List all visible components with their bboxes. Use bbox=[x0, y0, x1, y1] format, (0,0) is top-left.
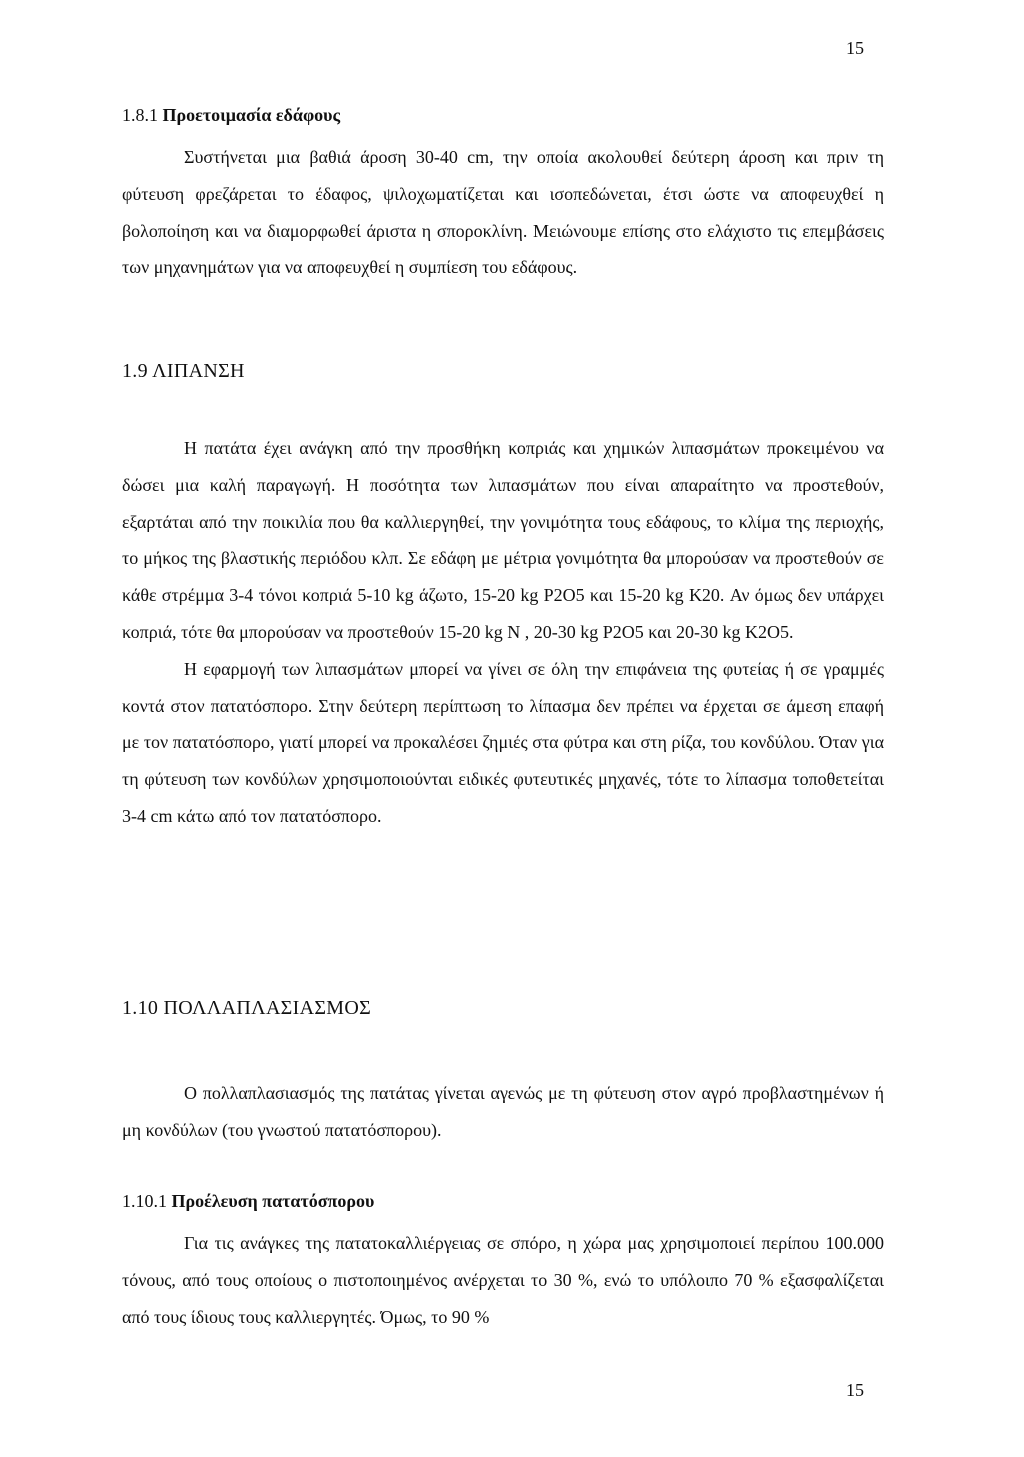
section-1-10 bbox=[122, 993, 884, 1149]
section-number: 1.10.1 bbox=[122, 1191, 167, 1211]
section-number: 1.8.1 bbox=[122, 105, 158, 125]
section-1-10-1 bbox=[122, 1186, 884, 1335]
paragraph: Συστήνεται μια βαθιά άροση 30-40 cm, την οποία ακολουθεί δεύτερη άροση και πριν τη φύτευση φρεζάρεται το έδαφος, ψιλοχωματίζεται και ισοπεδώνεται, έτσι ώστε να αποφευχθεί η βολοποίηση και να διαμορφωθεί άριστα η σποροκλίνη. Μειώνουμε επίσης στο ελάχιστο τις επεμβάσεις των μηχανημάτων για να αποφευχθεί η συμπίεση του εδάφους. bbox=[122, 147, 884, 278]
section-title: Προετοιμασία εδάφους bbox=[162, 105, 341, 125]
paragraph: Η εφαρμογή των λιπασμάτων μπορεί να γίνει σε όλη την επιφάνεια της φυτείας ή σε γραμμές κοντά στον πατατόσπορο. Στην δεύτερη περίπτωση το λίπασμα δεν πρέπει να έρχεται σε άμεση επαφή με τον πατατόσπορο, γιατί μπορεί να προκαλέσει ζημιές στα φύτρα και στη ρίζα, του κονδύλου. Όταν για τη φύτευση των κονδύλων χρησιμοποιούνται ειδικές φυτευτικές μηχανές, τότε το λίπασμα τοποθετείται 3-4 cm κάτω από τον πατατόσπορο. bbox=[122, 658, 884, 826]
section-title: ΠΟΛΛΑΠΛΑΣΙΑΣΜΟΣ bbox=[163, 997, 372, 1019]
page-number-top: 15 bbox=[846, 38, 864, 58]
paragraph: Ο πολλαπλασιασμός της πατάτας γίνεται αγενώς με τη φύτευση στον αγρό προβλαστημένων ή μη κονδύλων (του γνωστού πατατόσπορου). bbox=[122, 1083, 884, 1140]
section-heading bbox=[122, 993, 884, 1023]
section-heading bbox=[122, 1186, 884, 1216]
section-number: 1.9 bbox=[122, 360, 148, 382]
section-title: Προέλευση πατατόσπορου bbox=[171, 1191, 375, 1211]
section-1-8-1 bbox=[122, 100, 884, 286]
section-1-9 bbox=[122, 356, 884, 835]
page-number-bottom: 15 bbox=[846, 1380, 864, 1400]
section-number: 1.10 bbox=[122, 997, 159, 1019]
section-title: ΛΙΠΑΝΣΗ bbox=[152, 360, 245, 382]
section-heading bbox=[122, 356, 884, 386]
section-heading bbox=[122, 100, 884, 130]
paragraph: Η πατάτα έχει ανάγκη από την προσθήκη κοπριάς και χημικών λιπασμάτων προκειμένου να δώσει μια καλή παραγωγή. Η ποσότητα των λιπασμάτων που είναι απαραίτητο να προστεθούν, εξαρτάται από την ποικιλία που θα καλλιεργηθεί, την γονιμότητα τους εδάφους, το κλίμα της περιοχής, το μήκος της βλαστικής περιόδου κλπ. Σε εδάφη με μέτρια γονιμότητα θα μπορούσαν να προστεθούν σε κάθε στρέμμα 3-4 τόνοι κοπριά 5-10 kg άζωτο, 15-20 kg P2O5 και 15-20 kg K20. Αν όμως δεν υπάρχει κοπριά, τότε θα μπορούσαν να προστεθούν 15-20 kg N , 20-30 kg P2O5 και 20-30 kg K2O5. bbox=[122, 438, 884, 642]
paragraph: Για τις ανάγκες της πατατοκαλλιέργειας σε σπόρο, η χώρα μας χρησιμοποιεί περίπου 100.000 τόνους, από τους οποίους ο πιστοποιημένος ανέρχεται το 30 %, ενώ το υπόλοιπο 70 % εξασφαλίζεται από τους ίδιους τους καλλιεργητές. Όμως, το 90 % bbox=[122, 1233, 884, 1327]
